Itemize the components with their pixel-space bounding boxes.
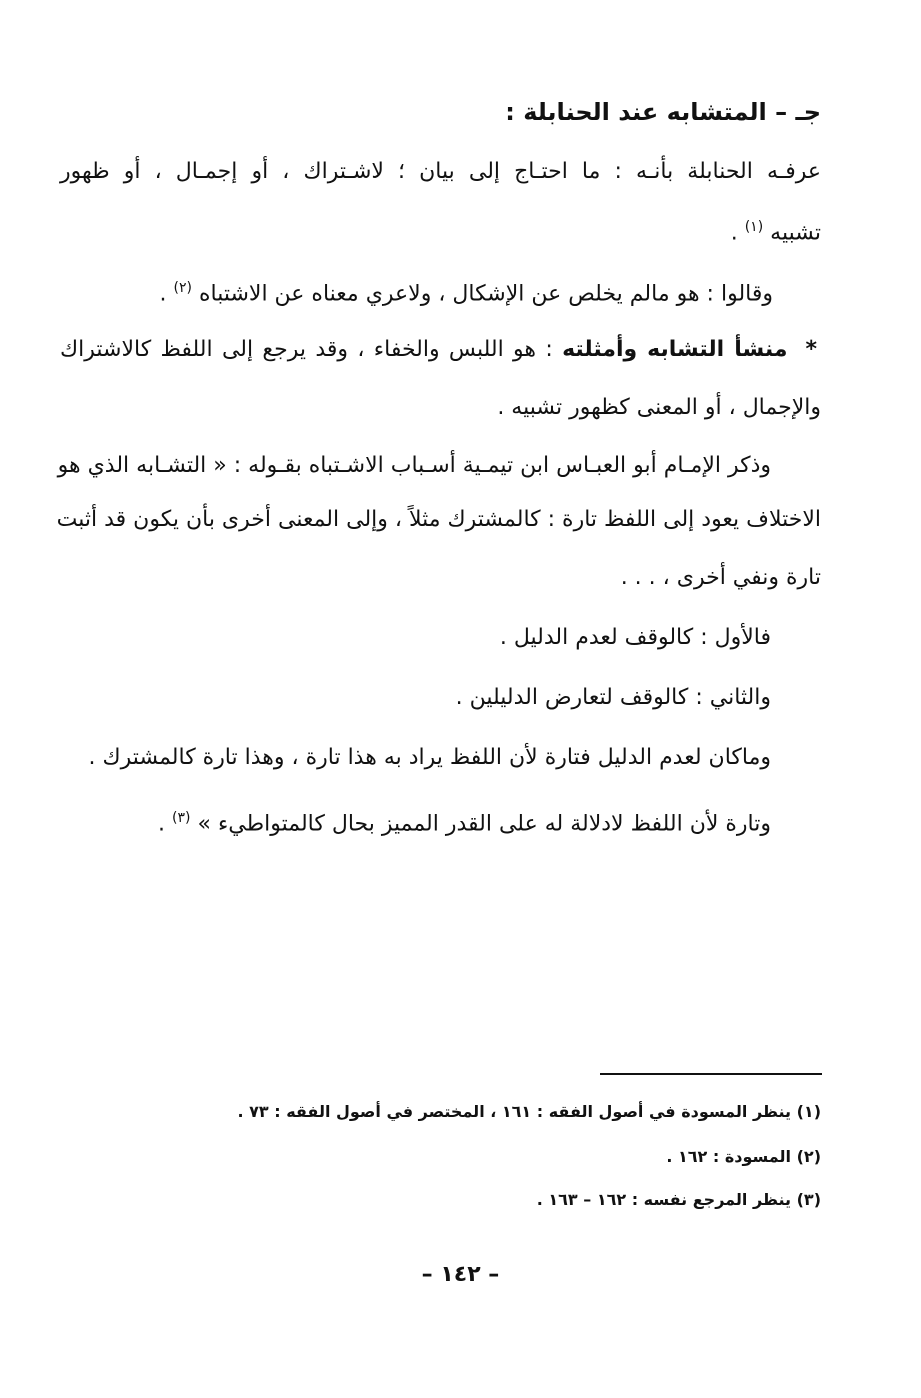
footnote-2-text: المسودة : ١٦٢ . (666, 1147, 792, 1166)
paragraph-2 (60, 268, 773, 314)
bullet-marker: * (805, 337, 817, 362)
paragraph-1-line-2 (60, 207, 821, 253)
footnote-ref-1[interactable]: (١) (744, 219, 764, 235)
paragraph-3-line-2: والإجمال ، أو المعنى كظهور تشبيه . (497, 395, 821, 420)
footnote-separator (600, 1073, 822, 1075)
footnote-ref-3[interactable]: (٣) (172, 810, 191, 826)
section-heading: جـ – المتشابه عند الحنابلة : (505, 98, 821, 126)
paragraph-8-end: . (158, 811, 166, 837)
footnote-1-number: (١) (796, 1102, 821, 1121)
footnote-3-number: (٣) (796, 1190, 821, 1209)
paragraph-4-line-3: تارة ونفي أخرى ، . . . (620, 565, 821, 590)
paragraph-5: فالأول : كالوقف لعدم الدليل . (499, 625, 771, 650)
footnote-3-text: ينظر المرجع نفسه : ١٦٢ – ١٦٣ . (536, 1190, 792, 1209)
paragraph-1-line-2-text: تشبيه (770, 220, 821, 246)
paragraph-2-end: . (159, 281, 167, 307)
paragraph-6: والثاني : كالوقف لتعارض الدليلين . (455, 685, 771, 710)
footnote-2-number: (٢) (796, 1147, 821, 1166)
footnote-1-text: ينظر المسودة في أصول الفقه : ١٦١ ، المختصر في أصول الفقه : ٧٣ . (237, 1102, 792, 1121)
footnote-2 (666, 1143, 821, 1171)
paragraph-2-text: وقالوا : هو مالم يخلص عن الإشكال ، ولاعري معناه عن الاشتباه (198, 281, 773, 307)
footnote-1 (237, 1098, 821, 1126)
page-number: – ١٤٢ – (421, 1262, 500, 1287)
paragraph-8-text: وتارة لأن اللفظ لادلالة له على القدر المميز بحال كالمتواطيء » (197, 811, 771, 837)
paragraph-3-title: منشأ التشابه وأمثلته (562, 337, 788, 362)
footnote-ref-2[interactable]: (٢) (173, 280, 192, 296)
paragraph-1-end: . (730, 220, 738, 246)
footnote-3 (537, 1186, 821, 1214)
paragraph-3-line-1 (60, 330, 817, 370)
paragraph-7: وماكان لعدم الدليل فتارة لأن اللفظ يراد به هذا تارة ، وهذا تارة كالمشترك . (88, 745, 771, 770)
paragraph-1-line-1: عرفـه الحنابلة بأنـه : ما احتـاج إلى بيان ؛ لاشـتراك ، أو إجمـال ، أو ظهور (60, 159, 821, 184)
paragraph-8 (60, 798, 771, 844)
paragraph-4-line-2: الاختلاف يعود إلى اللفظ تارة : كالمشترك مثلاً ، وإلى المعنى أخرى بأن يكون قد أثبت (56, 507, 821, 532)
paragraph-3-line-1-rest: : هو اللبس والخفاء ، وقد يرجع إلى اللفظ كالاشتراك (60, 337, 553, 362)
paragraph-4-line-1: وذكر الإمـام أبو العبـاس ابن تيمـية أسـباب الاشـتباه بقـوله : « التشـابه الذي هو (57, 453, 771, 478)
